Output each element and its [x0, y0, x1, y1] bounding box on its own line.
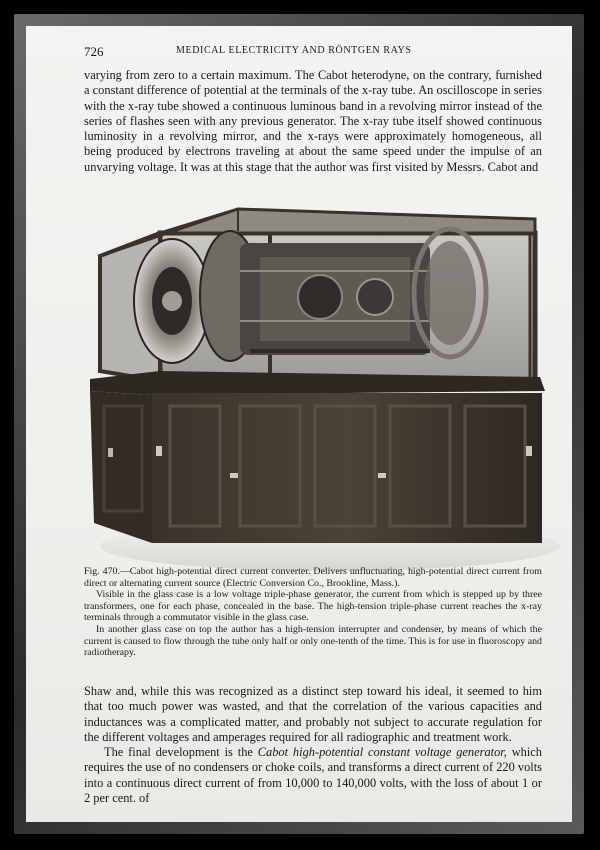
generator-name-italic: Cabot high-potential constant voltage generator,	[257, 745, 507, 760]
caption-paragraph-3: In another glass case on top the author has a high-tension interrupter and condenser, by means of which the current is caused to flow through the tube only half or only one-tenth of the time. This is for use in fluoroscopy and radiotherapy.	[84, 623, 542, 659]
figure-illustration	[90, 201, 560, 571]
top-paragraph-block	[84, 68, 542, 175]
book-page	[26, 26, 572, 822]
caption-main: Fig. 470.—Cabot high-potential direct current converter. Delivers unfluctuating, high-potential direct current from direct or alternating current source (Electric Conversion Co., Brookline, Mass.).	[84, 566, 542, 589]
bottom-paragraph-2-start: The final development is the	[104, 745, 258, 760]
running-head	[84, 44, 544, 60]
bottom-paragraph-1: Shaw and, while this was recognized as a distinct step toward his ideal, it seemed to him that too much power was wasted, and that the correlation of the various capacities and inductances was a complicated matter, and probably not subject to accurate regulation for the different voltages and amperages required for all radiographic and treatment work.	[84, 684, 542, 744]
bottom-paragraph-2	[84, 745, 542, 806]
figure-caption	[84, 566, 542, 659]
bottom-paragraph-2-end: which requires the use of no condensers or choke coils, and transforms a direct current of 220 volts into a continuous direct current of from 10,000 to 140,000 volts, with the loss of about 1 or 2 per cent. of	[84, 745, 542, 806]
caption-paragraph-2: Visible in the glass case is a low voltage triple-phase generator, the current from which is stepped up by three transformers, one for each phase, concealed in the base. The high-tension triple-phase current reaches the x-ray terminals through a commutator visible in the glass case.	[84, 589, 542, 624]
page-number: 726	[84, 44, 104, 59]
bottom-paragraph-block	[84, 684, 542, 806]
running-title: MEDICAL ELECTRICITY AND RÖNTGEN RAYS	[176, 45, 412, 56]
cabinet-base	[90, 371, 545, 543]
top-paragraph: varying from zero to a certain maximum. The Cabot heterodyne, on the contrary, furnished a constant difference of potential at the terminals of the x-ray tube. An oscilloscope in series with the x-ray tube showed a continuous luminous band in a revolving mirror instead of the series of flashes seen with any previous generator. The x-ray tube itself showed continuous luminosity in a revolving mirror, and the x-rays were approximately homogeneous, all being produced by electrons traveling at about the same speed under the impulse of an unvarying voltage. It was at this stage that the author was first visited by Messrs. Cabot and	[84, 68, 542, 174]
